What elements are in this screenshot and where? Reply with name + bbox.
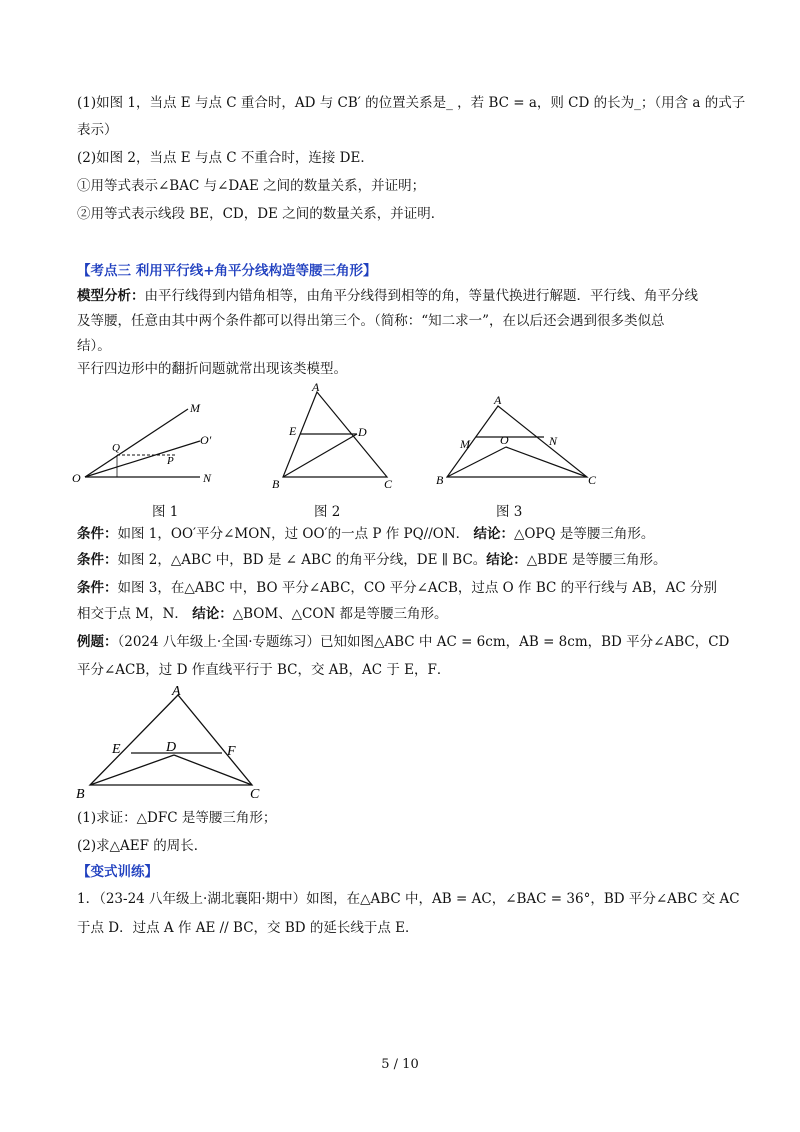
problem-part2-ii: ②用等式表示线段 BE，CD，DE 之间的数量关系，并证明．: [77, 206, 445, 222]
fig1-label-O: O: [72, 471, 81, 485]
analysis-text-1: 由平行线得到内错角相等，由角平分线得到相等的角，等量代换进行解题．平行线、角平分线: [144, 288, 698, 304]
problem-part2: (2)如图 2，当点 E 与点 C 不重合时，连接 DE．: [77, 150, 374, 166]
condition-2: [77, 550, 667, 570]
analysis-line4: 平行四边形中的翻折问题就常出现该类模型。: [77, 361, 347, 377]
fig1-label-P: P: [167, 455, 174, 467]
fig3-label-C: C: [588, 473, 597, 487]
problem-part1-line1: (1)如图 1，当点 E 与点 C 重合时，AD 与 CB′ 的位置关系是_ ，若 BC = a，则 CD 的长为_；（用含 a 的式子: [77, 95, 746, 111]
condition-3-line2: [77, 604, 448, 624]
example-figure: [70, 683, 270, 803]
conclusion-1-text: △OPQ 是等腰三角形。: [513, 526, 655, 542]
page-number: 5 / 10: [381, 1057, 419, 1072]
analysis-label: 模型分析：: [77, 288, 145, 304]
figure-3-caption: 图 3: [496, 504, 523, 520]
example-label-E: E: [112, 742, 121, 757]
fig1-label-Q: Q: [112, 442, 120, 454]
example-line2: 平分∠ACB，过 D 作直线平行于 BC，交 AB，AC 于 E，F．: [77, 662, 451, 678]
fig1-label-M: M: [190, 401, 200, 415]
condition-label: 条件：: [77, 526, 118, 542]
example-line1: [77, 632, 729, 652]
example-label-B: B: [76, 787, 85, 802]
figure-1: [60, 392, 230, 497]
condition-3-text-b: 相交于点 M，N．: [77, 606, 188, 622]
condition-3-text-a: 如图 3，在△ABC 中，BO 平分∠ABC，CO 平分∠ACB，过点 O 作 BC 的平行线与 AB，AC 分别: [117, 580, 717, 596]
conclusion-label: 结论：: [473, 526, 514, 542]
fig3-label-M: M: [460, 437, 470, 451]
condition-label: 条件：: [77, 552, 118, 568]
example-label-F: F: [227, 744, 236, 759]
fig3-label-N: N: [549, 434, 558, 448]
condition-2-text: 如图 2，△ABC 中，BD 是 ∠ ABC 的角平分线，DE ∥ BC。: [117, 552, 487, 568]
fig3-label-A: A: [494, 393, 502, 407]
figure-2: [265, 382, 405, 494]
example-label-D: D: [166, 740, 177, 755]
problem-part2-i: ①用等式表示∠BAC 与∠DAE 之间的数量关系，并证明；: [77, 178, 426, 194]
fig2-label-B: B: [272, 477, 280, 491]
variant-line1: 1．（23-24 八年级上·湖北襄阳·期中）如图，在△ABC 中，AB = AC，∠BAC = 36°，BD 平分∠ABC 交 AC: [77, 891, 740, 907]
conclusion-label: 结论：: [486, 552, 527, 568]
figure-1-caption: 图 1: [152, 504, 179, 520]
example-q1: (1)求证：△DFC 是等腰三角形；: [77, 810, 277, 826]
analysis-line1: [77, 286, 698, 306]
section-title: 【考点三 利用平行线+角平分线构造等腰三角形】: [77, 263, 377, 279]
fig2-label-C: C: [384, 477, 393, 491]
example-q2: (2)求△AEF 的周长．: [77, 838, 208, 854]
condition-1: [77, 524, 654, 544]
example-label: 例题：: [77, 634, 118, 650]
fig3-label-B: B: [436, 473, 444, 487]
fig2-label-A: A: [312, 382, 320, 394]
fig2-label-D: D: [358, 425, 367, 439]
condition-label: 条件：: [77, 580, 118, 596]
variant-line2: 于点 D．过点 A 作 AE // BC，交 BD 的延长线于点 E．: [77, 920, 419, 936]
conclusion-label: 结论：: [192, 606, 233, 622]
example-text-1: （2024 八年级上·全国·专题练习）已知如图△ABC 中 AC = 6cm，AB = 8cm，BD 平分∠ABC，CD: [117, 634, 730, 650]
analysis-line3: 结）。: [77, 338, 111, 354]
problem-part1-line2: 表示）: [77, 122, 118, 138]
figure-3: [432, 392, 602, 492]
figure-2-caption: 图 2: [314, 504, 341, 520]
analysis-line2: 及等腰，任意由其中两个条件都可以得出第三个。（简称：“知二求一”，在以后还会遇到很多类似总: [77, 313, 665, 329]
fig1-label-N: N: [203, 471, 212, 485]
conclusion-3-text: △BOM、△CON 都是等腰三角形。: [232, 606, 448, 622]
fig2-label-E: E: [289, 424, 297, 438]
conclusion-2-text: △BDE 是等腰三角形。: [526, 552, 667, 568]
example-label-C: C: [250, 787, 260, 802]
condition-3-line1: [77, 578, 717, 598]
condition-1-text: 如图 1，OO′平分∠MON，过 OO′的一点 P 作 PQ//ON．: [117, 526, 470, 542]
variant-title: 【变式训练】: [77, 864, 158, 880]
fig3-label-O: O: [500, 433, 509, 447]
fig1-label-O-prime: O′: [200, 433, 212, 447]
example-label-A: A: [172, 684, 181, 699]
